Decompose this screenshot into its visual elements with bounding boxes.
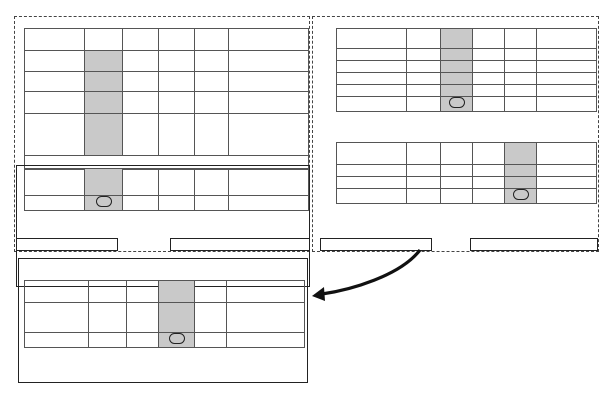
figure-caption bbox=[150, 400, 450, 412]
